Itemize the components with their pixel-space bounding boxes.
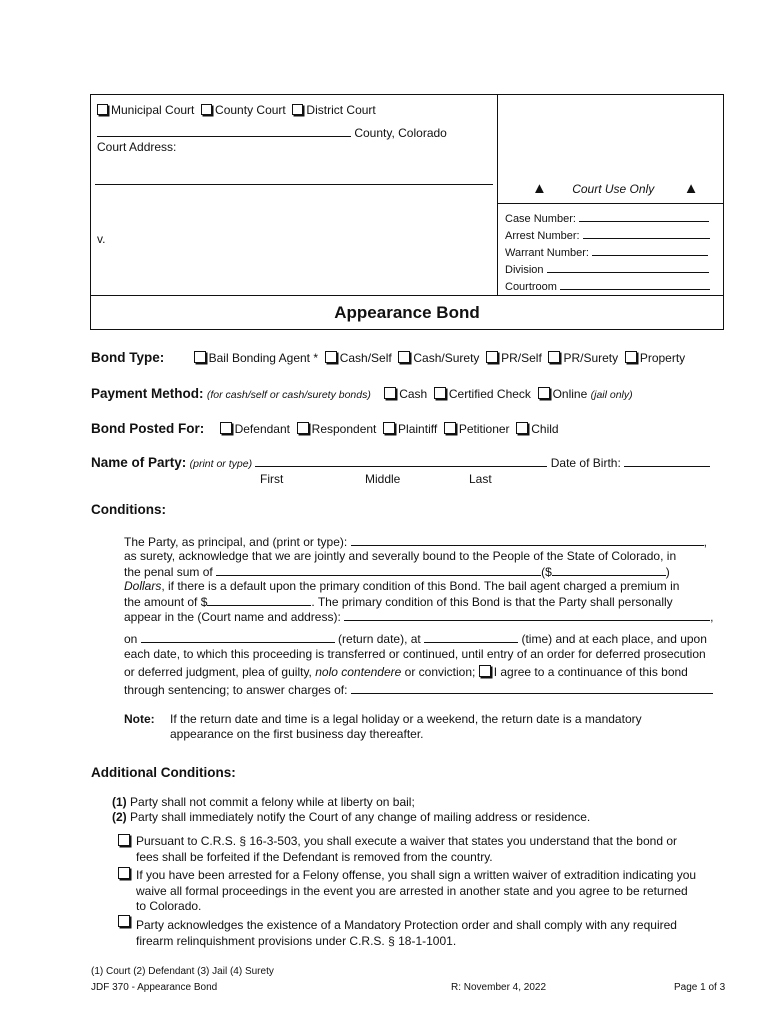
certified-check-label: Certified Check bbox=[448, 387, 531, 401]
date-of-birth-label: Date of Birth: bbox=[550, 456, 621, 470]
conditions-line-10 bbox=[124, 682, 713, 697]
bail-bonding-agent-checkbox[interactable] bbox=[194, 351, 206, 363]
conditions-line-2: as surety, acknowledge that we are jointly and severally bound to the People of the State of Colorado, in bbox=[124, 549, 677, 563]
conditions-line-1 bbox=[124, 534, 707, 549]
extradition-line-1: If you have been arrested for a Felony offense, you shall sign a written waiver of extradition indicating you bbox=[136, 868, 697, 882]
premium-text: the amount of $ bbox=[124, 595, 208, 609]
return-date-field[interactable] bbox=[141, 631, 335, 643]
courtroom-field[interactable] bbox=[560, 278, 710, 290]
protection-order-line-1: Party acknowledges the existence of a Mandatory Protection order and shall comply with any required bbox=[136, 918, 677, 932]
premium-amount-field[interactable] bbox=[207, 594, 311, 606]
item-text: Party shall immediately notify the Court of any change of mailing address or residence. bbox=[130, 810, 591, 824]
division-label: Division bbox=[505, 264, 544, 276]
default-text: , if there is a default upon the primary condition of this Bond. The bail agent charged a premium in bbox=[161, 579, 680, 593]
cash-payment-label: Cash bbox=[399, 387, 428, 401]
county-court-checkbox[interactable] bbox=[201, 104, 212, 115]
return-time-field[interactable] bbox=[424, 631, 518, 643]
cash-surety-checkbox[interactable] bbox=[398, 351, 410, 363]
waiver-country-line-1: Pursuant to C.R.S. § 16-3-503, you shall execute a waiver that states you understand that the bond or bbox=[136, 834, 677, 848]
division-field[interactable] bbox=[547, 261, 709, 273]
pr-surety-label: PR/Surety bbox=[563, 351, 619, 365]
municipal-court-label: Municipal Court bbox=[111, 103, 195, 117]
triangle-up-icon: ▲ bbox=[683, 180, 699, 197]
continuance-checkbox[interactable] bbox=[479, 665, 491, 677]
continuance-label: I agree to a continuance of this bond bbox=[493, 665, 688, 679]
payment-method-row bbox=[91, 386, 633, 401]
waiver-country-line-2: fees shall be forfeited if the Defendant is removed from the country. bbox=[136, 850, 493, 864]
child-label: Child bbox=[531, 422, 559, 436]
case-number-field[interactable] bbox=[579, 210, 709, 222]
dollar-close: ) bbox=[665, 565, 670, 579]
primary-condition-text: . The primary condition of this Bond is that the Party shall personally bbox=[311, 595, 673, 609]
charges-field[interactable] bbox=[351, 682, 713, 694]
penal-sum-amount-field[interactable] bbox=[552, 564, 666, 576]
online-payment-label: Online bbox=[552, 387, 588, 401]
court-use-only-row bbox=[532, 180, 722, 197]
deferred-text: or deferred judgment, plea of guilty, bbox=[124, 665, 312, 679]
name-of-party-row bbox=[91, 455, 710, 470]
online-note: (jail only) bbox=[590, 389, 633, 401]
cash-self-checkbox[interactable] bbox=[325, 351, 337, 363]
extradition-line-3: to Colorado. bbox=[136, 899, 202, 913]
versus-label: v. bbox=[97, 232, 106, 246]
payment-method-note: (for cash/self or cash/surety bonds) bbox=[206, 389, 371, 401]
waiver-country-checkbox[interactable] bbox=[118, 834, 130, 846]
property-label: Property bbox=[639, 351, 686, 365]
defendant-checkbox[interactable] bbox=[220, 422, 232, 434]
dollar-open: ($ bbox=[541, 565, 552, 579]
respondent-checkbox[interactable] bbox=[297, 422, 309, 434]
court-use-only-label: Court Use Only bbox=[572, 182, 655, 196]
form-id: JDF 370 - Appearance Bond bbox=[91, 982, 218, 993]
extradition-waiver-checkbox[interactable] bbox=[118, 867, 130, 879]
bail-bonding-agent-label: Bail Bonding Agent * bbox=[208, 351, 319, 365]
court-type-row bbox=[97, 103, 376, 117]
arrest-number-row bbox=[505, 227, 710, 242]
additional-item-2 bbox=[112, 810, 590, 824]
conviction-text: or conviction; bbox=[404, 665, 476, 679]
respondent-label: Respondent bbox=[311, 422, 377, 436]
item-number: (1) bbox=[112, 795, 127, 809]
item-text: Party shall not commit a felony while at liberty on bail; bbox=[130, 795, 415, 809]
note-line-1: If the return date and time is a legal holiday or a weekend, the return date is a mandatory bbox=[170, 712, 642, 726]
cash-surety-label: Cash/Surety bbox=[413, 351, 480, 365]
distribution-list: (1) Court (2) Defendant (3) Jail (4) Surety bbox=[91, 966, 274, 977]
bond-type-label: Bond Type: bbox=[91, 350, 165, 365]
triangle-up-icon: ▲ bbox=[532, 180, 547, 197]
conditions-line-3 bbox=[124, 564, 670, 579]
posted-for-row bbox=[91, 421, 559, 436]
last-name-sublabel: Last bbox=[469, 472, 492, 486]
court-use-divider bbox=[498, 203, 724, 204]
cash-payment-checkbox[interactable] bbox=[384, 387, 396, 399]
nolo-contendere-text: nolo contendere bbox=[315, 665, 402, 679]
division-row bbox=[505, 261, 709, 276]
courtroom-row bbox=[505, 278, 710, 293]
principal-text: The Party, as principal, and (print or type): bbox=[124, 535, 348, 549]
return-date-text: (return date), at bbox=[338, 632, 421, 646]
conditions-line-9 bbox=[124, 665, 688, 679]
warrant-number-field[interactable] bbox=[592, 244, 708, 256]
additional-item-1 bbox=[112, 795, 415, 809]
note-label: Note: bbox=[124, 712, 155, 726]
charges-text: through sentencing; to answer charges of: bbox=[124, 683, 348, 697]
conditions-line-4 bbox=[124, 579, 679, 593]
courtroom-label: Courtroom bbox=[505, 281, 557, 293]
bond-type-row bbox=[91, 350, 685, 365]
certified-check-checkbox[interactable] bbox=[434, 387, 446, 399]
date-of-birth-field[interactable] bbox=[624, 455, 710, 467]
name-of-party-label: Name of Party: bbox=[91, 455, 187, 470]
child-checkbox[interactable] bbox=[516, 422, 528, 434]
conditions-line-5 bbox=[124, 594, 673, 609]
caption-left bbox=[91, 95, 497, 295]
protection-order-line-2: firearm relinquishment provisions under C.R.S. § 18-1-1001. bbox=[136, 934, 457, 948]
pr-surety-checkbox[interactable] bbox=[548, 351, 560, 363]
first-name-sublabel: First bbox=[260, 472, 284, 486]
payment-method-label: Payment Method: bbox=[91, 386, 204, 401]
posted-for-label: Bond Posted For: bbox=[91, 421, 205, 436]
court-address-label: Court Address: bbox=[97, 140, 177, 154]
warrant-number-label: Warrant Number: bbox=[505, 247, 589, 259]
comma: , bbox=[703, 535, 707, 549]
revision-date: R: November 4, 2022 bbox=[451, 982, 547, 993]
conditions-line-7 bbox=[124, 631, 707, 646]
county-court-label: County Court bbox=[215, 103, 286, 117]
note-line-2: appearance on the first business day thereafter. bbox=[170, 727, 424, 741]
conditions-line-6 bbox=[124, 609, 713, 624]
petitioner-checkbox[interactable] bbox=[444, 422, 456, 434]
surety-name-field[interactable] bbox=[351, 534, 704, 546]
conditions-heading: Conditions: bbox=[91, 502, 166, 517]
title-band bbox=[91, 295, 723, 330]
county-name-field[interactable] bbox=[97, 125, 351, 137]
district-court-checkbox[interactable] bbox=[292, 104, 303, 115]
time-text: (time) and at each place, and upon bbox=[521, 632, 707, 646]
conditions-line-8: each date, to which this proceeding is transferred or continued, until entry of an order for deferred prosecution bbox=[124, 647, 706, 661]
defendant-label: Defendant bbox=[234, 422, 290, 436]
county-suffix: County, Colorado bbox=[354, 126, 447, 140]
court-use-only-panel bbox=[497, 95, 724, 295]
middle-name-sublabel: Middle bbox=[365, 472, 401, 486]
extradition-line-2: waive all formal proceedings in the event you are arrested in another state and you agree to be returned bbox=[136, 884, 688, 898]
arrest-number-label: Arrest Number: bbox=[505, 230, 580, 242]
plaintiff-checkbox[interactable] bbox=[383, 422, 395, 434]
comma: , bbox=[710, 610, 714, 624]
district-court-label: District Court bbox=[306, 103, 376, 117]
plaintiff-label: Plaintiff bbox=[398, 422, 438, 436]
protection-order-checkbox[interactable] bbox=[118, 915, 130, 927]
warrant-number-row bbox=[505, 244, 708, 259]
item-number: (2) bbox=[112, 810, 127, 824]
form-title: Appearance Bond bbox=[334, 303, 480, 322]
arrest-number-field[interactable] bbox=[583, 227, 710, 239]
pr-self-label: PR/Self bbox=[501, 351, 542, 365]
court-address-field[interactable] bbox=[95, 184, 493, 185]
county-row bbox=[97, 125, 447, 140]
additional-conditions-heading: Additional Conditions: bbox=[91, 765, 236, 780]
caption-box bbox=[90, 94, 724, 330]
municipal-court-checkbox[interactable] bbox=[97, 104, 108, 115]
pr-self-checkbox[interactable] bbox=[486, 351, 498, 363]
name-of-party-note: (print or type) bbox=[189, 458, 253, 470]
petitioner-label: Petitioner bbox=[458, 422, 510, 436]
dollars-text: Dollars bbox=[124, 579, 162, 593]
online-payment-checkbox[interactable] bbox=[538, 387, 550, 399]
property-checkbox[interactable] bbox=[625, 351, 637, 363]
penal-sum-words-field[interactable] bbox=[216, 564, 541, 576]
penal-sum-text: the penal sum of bbox=[124, 565, 213, 579]
court-name-address-field[interactable] bbox=[344, 609, 710, 621]
page-number: Page 1 of 3 bbox=[674, 982, 726, 993]
on-text: on bbox=[124, 632, 138, 646]
case-number-row bbox=[505, 210, 709, 225]
party-name-field[interactable] bbox=[255, 455, 547, 467]
court-name-text: appear in the (Court name and address): bbox=[124, 610, 341, 624]
case-number-label: Case Number: bbox=[505, 213, 576, 225]
cash-self-label: Cash/Self bbox=[339, 351, 392, 365]
